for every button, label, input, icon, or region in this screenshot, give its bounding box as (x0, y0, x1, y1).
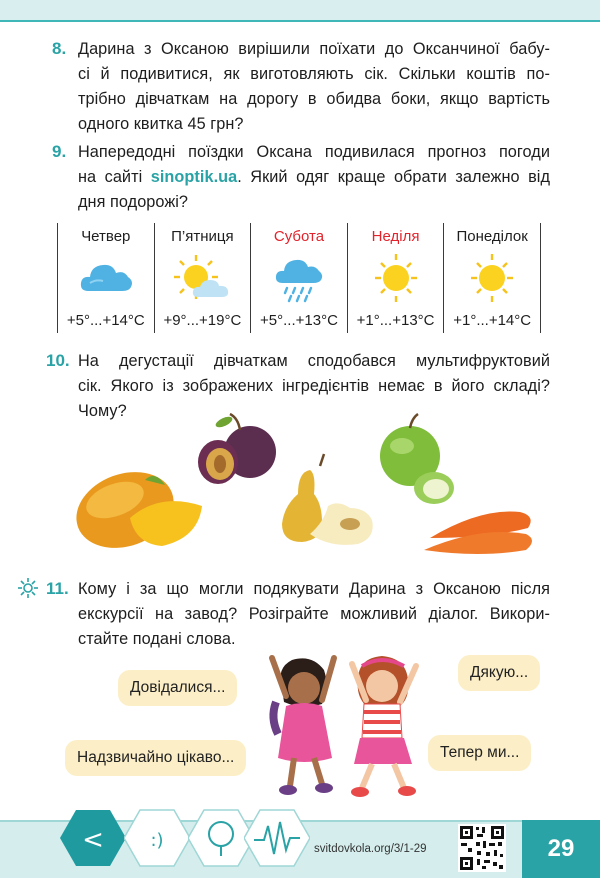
task-line: одного квитка 45 грн? (78, 115, 244, 133)
task-line: Дарина з Оксаною вирішили поїхати до Оксанчиної бабу- (78, 40, 550, 58)
task-line: стайте подані слова. (78, 630, 236, 648)
task-line: трібно дівчаткам на дорогу в обидва боки, якщо вартість (78, 90, 550, 108)
task-line: сі й подивитися, як виготовляють сік. Скільки коштів по- (78, 65, 550, 83)
weather-temp: +5°...+13°C (260, 312, 338, 329)
weather-day-label: Четвер (81, 228, 131, 245)
weather-day-sunday (347, 223, 444, 333)
weather-day-label: Субота (273, 228, 325, 245)
task-text (78, 140, 550, 215)
sun-icon (366, 253, 426, 303)
task-line: екскурсії на завод? Розіграйте можливий діалог. Викори- (78, 605, 550, 623)
weather-day-thursday (57, 223, 154, 333)
page-number: 29 (522, 820, 600, 878)
speech-bubble: Тепер ми... (428, 735, 531, 771)
mango-image (70, 459, 202, 560)
weather-day-saturday (250, 223, 347, 333)
girls-illustration (262, 648, 440, 798)
girl-red-hair (351, 656, 416, 797)
weather-temp: +5°...+14°C (66, 312, 145, 329)
qr-code-icon[interactable] (458, 824, 506, 872)
carrot-image (424, 512, 532, 554)
svg-text:<: < (82, 825, 104, 855)
weather-day-friday (154, 223, 251, 333)
task-line: Чому? (78, 402, 127, 420)
task-line: сік. Якого із зображених інгредієнтів немає в його складі? (78, 377, 550, 395)
speech-bubble: Довідалися... (118, 670, 237, 706)
task-number: 8. (52, 39, 67, 58)
text-part: на сайті (78, 168, 151, 186)
weather-temp: +9°...+19°C (163, 312, 242, 329)
weather-day-monday (443, 223, 541, 333)
sun-cloud-icon (172, 253, 232, 303)
task-line: дня подорожі? (78, 193, 189, 211)
weather-temp: +1°...+13°C (356, 312, 435, 329)
task-line: Кому і за що могли подякувати Дарина з Оксаною після (78, 580, 550, 598)
hexagon-less-greater-icon (60, 808, 126, 868)
sun-icon (462, 253, 522, 303)
task-line: Напередодні поїздки Оксана подивилася прогноз погоди (78, 143, 550, 161)
weather-day-label: П’ятниця (171, 228, 234, 245)
pear-image (282, 454, 373, 545)
top-bar (0, 0, 600, 22)
task-line: На дегустації дівчаткам сподобався мультифруктовий (78, 352, 550, 370)
weather-day-label: Неділя (371, 228, 420, 245)
task-number: 9. (52, 142, 67, 161)
group-activity-icon (16, 576, 40, 600)
task-number: 10. (46, 351, 70, 370)
plum-image (198, 414, 276, 484)
weather-day-label: Понеділок (456, 228, 528, 245)
speech-bubble: Надзвичайно цікаво... (65, 740, 246, 776)
task-number: 11. (46, 579, 69, 598)
weather-forecast-table (57, 223, 541, 333)
speech-bubble: Дякую... (458, 655, 540, 691)
task-line (78, 165, 550, 190)
sinoptik-link[interactable]: sinoptik.ua (150, 168, 238, 186)
hexagon-smile-icon (124, 808, 190, 868)
girl-dark-hair (272, 658, 334, 795)
task-text (78, 577, 550, 652)
footer-url[interactable]: svitdovkola.org/3/1-29 (314, 843, 427, 855)
rain-cloud-icon (269, 253, 329, 303)
fruit-ingredients-illustration (70, 410, 540, 560)
text-part: . Який одяг краще обрати залежно від (237, 168, 550, 186)
svg-text::): :) (150, 830, 164, 851)
hexagon-wave-icon (244, 808, 310, 868)
apple-image (380, 414, 454, 504)
task-text (78, 37, 550, 137)
cloud-icon (76, 253, 136, 303)
weather-temp: +1°...+14°C (453, 312, 532, 329)
